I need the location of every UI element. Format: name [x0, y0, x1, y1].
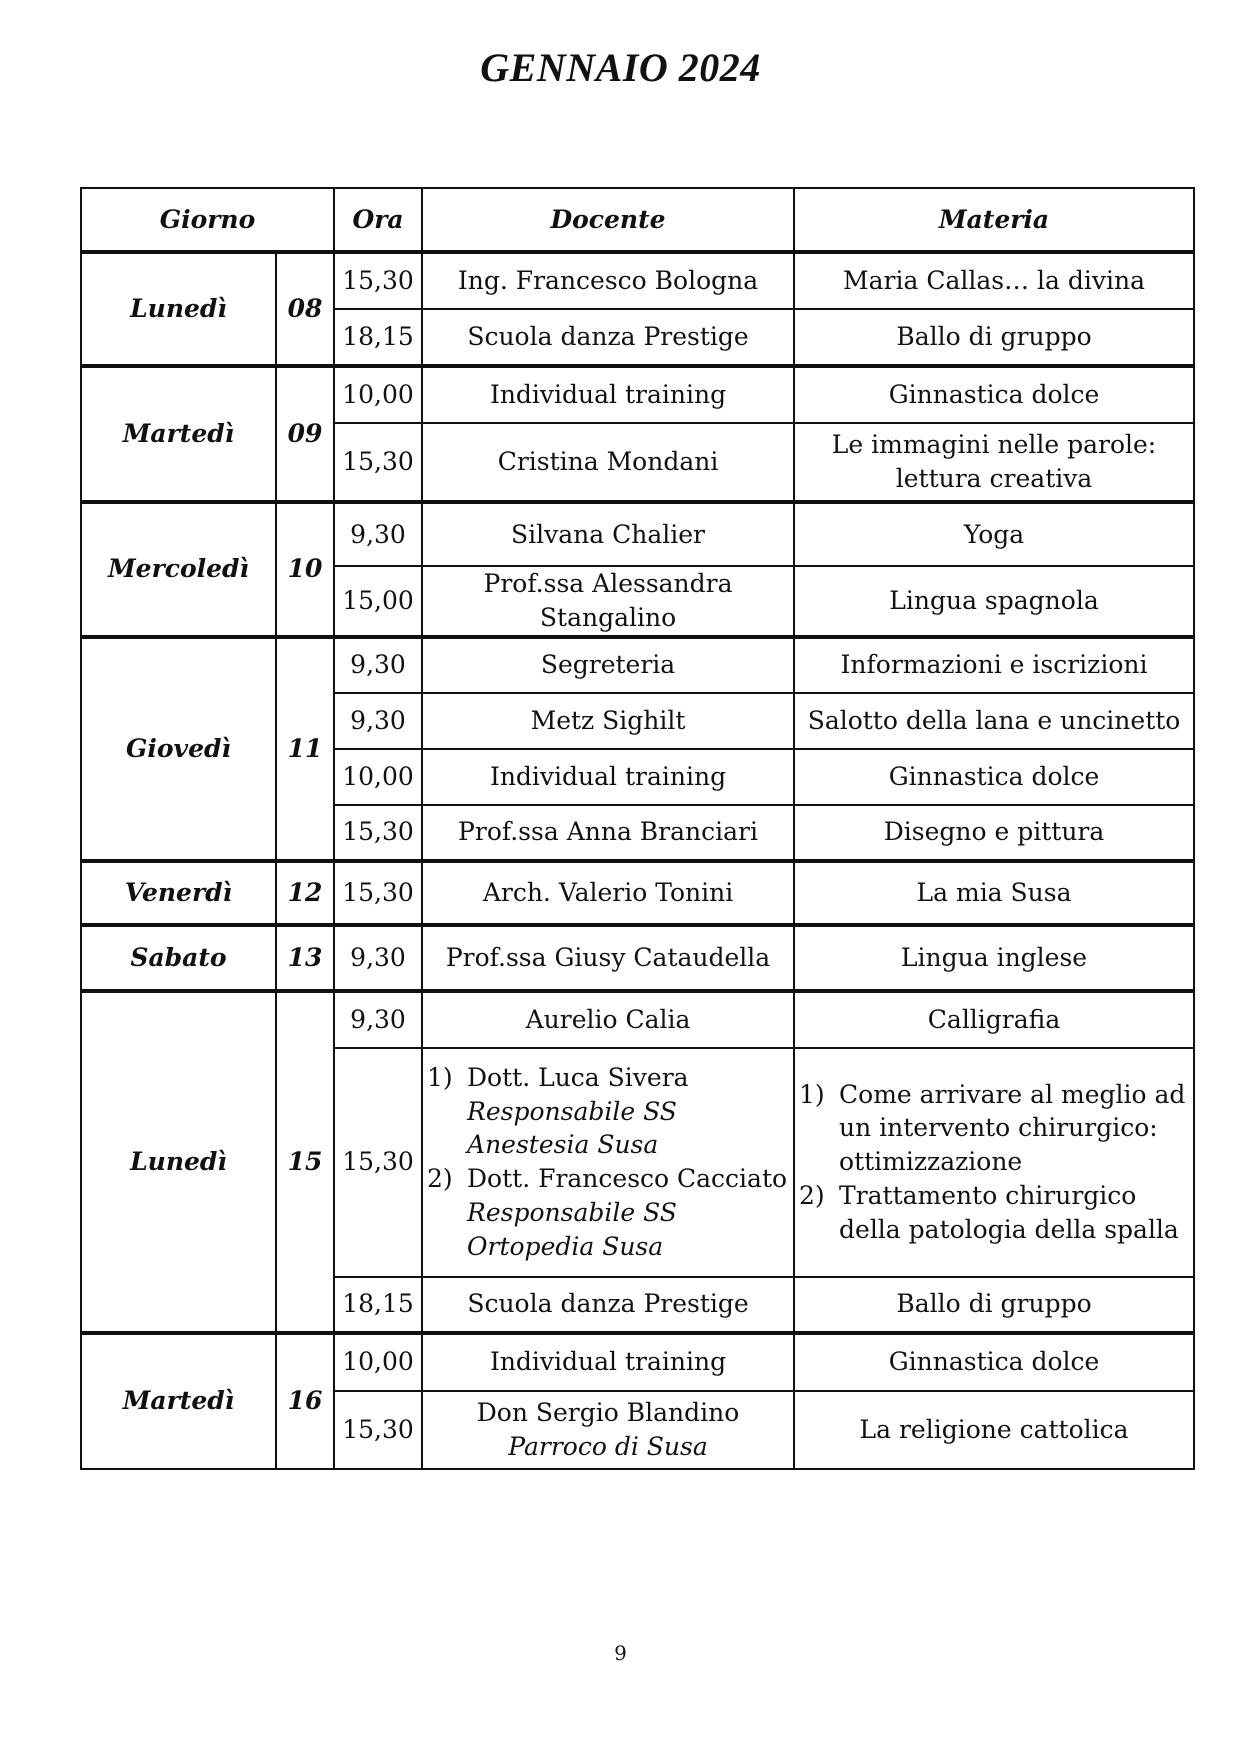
- materia-text: Come arrivare al meglio ad un intervento chirurgico: ottimizzazione: [839, 1079, 1186, 1177]
- docente-cell: Segreteria: [422, 637, 794, 693]
- header-row: [81, 188, 1194, 252]
- day-name: Sabato: [81, 925, 276, 991]
- time-cell: 15,30: [334, 805, 422, 861]
- day-number: 16: [276, 1333, 334, 1469]
- docente-cell: Arch. Valerio Tonini: [422, 861, 794, 925]
- docente-cell: Individual training: [422, 366, 794, 423]
- time-cell: 9,30: [334, 637, 422, 693]
- day-number: 11: [276, 637, 334, 861]
- day-number: 09: [276, 366, 334, 502]
- docente-cell: Ing. Francesco Bologna: [422, 252, 794, 309]
- docente-cell: Prof.ssa Giusy Cataudella: [422, 925, 794, 991]
- docente-role: Parroco di Susa: [508, 1431, 708, 1461]
- table-row: [81, 925, 1194, 991]
- docente-cell: Metz Sighilt: [422, 693, 794, 749]
- docente-cell: [422, 1391, 794, 1469]
- docente-cell: Prof.ssa Alessandra Stangalino: [422, 566, 794, 637]
- item-number: 2): [799, 1180, 825, 1210]
- docente-name: Don Sergio Blandino: [476, 1397, 740, 1427]
- materia-line: Le immagini nelle parole:: [831, 430, 1157, 460]
- day-name: Giovedì: [81, 637, 276, 861]
- day-number: 08: [276, 252, 334, 366]
- time-cell: 9,30: [334, 991, 422, 1048]
- list-item: [799, 1078, 1189, 1179]
- docente-cell: Scuola danza Prestige: [422, 309, 794, 366]
- day-name: Venerdì: [81, 861, 276, 925]
- day-name: Lunedì: [81, 252, 276, 366]
- item-number: 1): [799, 1079, 825, 1109]
- table-row: [81, 1333, 1194, 1391]
- item-number: 2): [427, 1164, 453, 1193]
- header-docente: Docente: [422, 188, 794, 252]
- materia-cell: La religione cattolica: [794, 1391, 1194, 1469]
- day-number: 10: [276, 502, 334, 637]
- day-name: Lunedì: [81, 991, 276, 1333]
- time-cell: 18,15: [334, 309, 422, 366]
- docente-list: [427, 1061, 789, 1264]
- docente-role: Responsabile SS Ortopedia Susa: [467, 1197, 677, 1261]
- time-cell: 15,30: [334, 1391, 422, 1469]
- materia-cell: Lingua inglese: [794, 925, 1194, 991]
- docente-name: Dott. Luca Sivera: [467, 1062, 689, 1092]
- materia-cell: Lingua spagnola: [794, 566, 1194, 637]
- materia-line: lettura creativa: [895, 464, 1093, 493]
- list-item: [427, 1061, 789, 1162]
- materia-cell: Ballo di gruppo: [794, 1277, 1194, 1333]
- materia-list: [799, 1078, 1189, 1247]
- time-cell: 18,15: [334, 1277, 422, 1333]
- table-row: [81, 502, 1194, 566]
- time-cell: 10,00: [334, 1333, 422, 1391]
- page-title: GENNAIO 2024: [480, 45, 761, 90]
- time-cell: 10,00: [334, 749, 422, 805]
- list-item: [427, 1162, 789, 1263]
- time-cell: 15,30: [334, 252, 422, 309]
- materia-cell: [794, 423, 1194, 502]
- materia-cell: Informazioni e iscrizioni: [794, 637, 1194, 693]
- header-materia: Materia: [794, 188, 1194, 252]
- materia-cell: Ginnastica dolce: [794, 749, 1194, 805]
- list-item: [799, 1179, 1189, 1247]
- table-row: [81, 366, 1194, 423]
- day-number: 13: [276, 925, 334, 991]
- item-number: 1): [427, 1062, 453, 1092]
- materia-text: Trattamento chirurgico della patologia della spalla: [839, 1180, 1179, 1244]
- day-name: Mercoledì: [81, 502, 276, 637]
- docente-cell: Individual training: [422, 1333, 794, 1391]
- time-cell: 15,30: [334, 1048, 422, 1277]
- table-row: [81, 991, 1194, 1048]
- materia-cell: Yoga: [794, 502, 1194, 566]
- materia-cell: La mia Susa: [794, 861, 1194, 925]
- materia-cell: Salotto della lana e uncinetto: [794, 693, 1194, 749]
- materia-cell: Ballo di gruppo: [794, 309, 1194, 366]
- day-name: Martedì: [81, 366, 276, 502]
- day-number: 15: [276, 991, 334, 1333]
- time-cell: 9,30: [334, 693, 422, 749]
- docente-cell: Cristina Mondani: [422, 423, 794, 502]
- time-cell: 9,30: [334, 502, 422, 566]
- docente-cell: Aurelio Calia: [422, 991, 794, 1048]
- time-cell: 15,00: [334, 566, 422, 637]
- table-row: [81, 252, 1194, 309]
- time-cell: 10,00: [334, 366, 422, 423]
- materia-cell: Ginnastica dolce: [794, 1333, 1194, 1391]
- materia-cell: [794, 1048, 1194, 1277]
- docente-role: Responsabile SS Anestesia Susa: [467, 1096, 677, 1160]
- docente-name: Dott. Francesco Cacciato: [467, 1164, 788, 1193]
- materia-cell: Disegno e pittura: [794, 805, 1194, 861]
- table-row: [81, 637, 1194, 693]
- page-number: 9: [614, 1641, 627, 1665]
- schedule-table: [80, 187, 1195, 1470]
- docente-cell: Individual training: [422, 749, 794, 805]
- docente-cell: Scuola danza Prestige: [422, 1277, 794, 1333]
- day-number: 12: [276, 861, 334, 925]
- time-cell: 9,30: [334, 925, 422, 991]
- header-ora: Ora: [334, 188, 422, 252]
- materia-cell: Maria Callas… la divina: [794, 252, 1194, 309]
- docente-cell: [422, 1048, 794, 1277]
- docente-cell: Prof.ssa Anna Branciari: [422, 805, 794, 861]
- docente-cell: Silvana Chalier: [422, 502, 794, 566]
- materia-cell: Ginnastica dolce: [794, 366, 1194, 423]
- materia-cell: Calligrafia: [794, 991, 1194, 1048]
- time-cell: 15,30: [334, 861, 422, 925]
- day-name: Martedì: [81, 1333, 276, 1469]
- table-row: [81, 861, 1194, 925]
- header-giorno: Giorno: [81, 188, 334, 252]
- time-cell: 15,30: [334, 423, 422, 502]
